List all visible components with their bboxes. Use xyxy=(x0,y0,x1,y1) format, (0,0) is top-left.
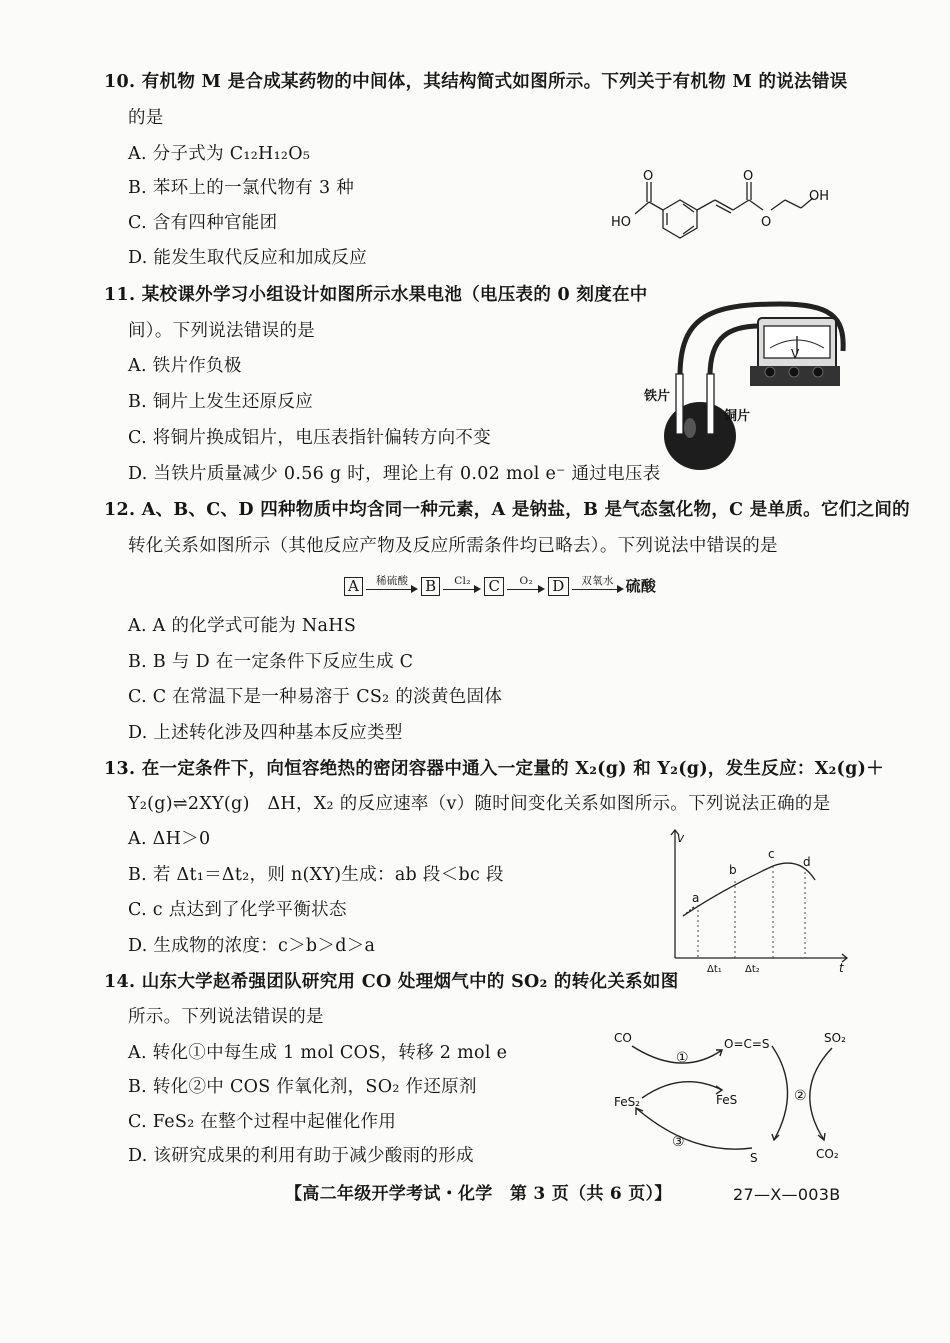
q13-x-axis-label: t xyxy=(839,961,844,975)
q14-option-d: D. 该研究成果的利用有助于减少酸雨的形成 xyxy=(128,1146,474,1166)
q12-chain-end: 硫酸 xyxy=(625,577,657,595)
q14-stem-line2: 所示。下列说法错误的是 xyxy=(128,1007,324,1027)
q12-stem-line1: 12. A、B、C、D 四种物质中均含同一种元素，A 是钠盐，B 是气态氢化物，C 是单质。它们之间的 xyxy=(104,500,910,520)
q11-option-c: C. 将铜片换成铝片，电压表指针偏转方向不变 xyxy=(128,428,491,448)
q11-option-a: A. 铁片作负极 xyxy=(128,356,242,376)
q10-option-c: C. 含有四种官能团 xyxy=(128,213,278,233)
q13-stem-line2: Y₂(g)⇌2XY(g) ΔH，X₂ 的反应速率（v）随时间变化关系如图所示。下列说法正确的是 xyxy=(128,794,831,814)
q14-fes: FeS xyxy=(716,1093,738,1107)
q12-arrow-1 xyxy=(366,575,418,595)
q10-struct-ho: HO xyxy=(611,215,632,230)
q13-option-a: A. ΔH＞0 xyxy=(128,829,211,849)
q12-option-a: A. A 的化学式可能为 NaHS xyxy=(128,616,357,636)
q12-chain-a: A xyxy=(344,577,363,596)
q14-cos: O=C=S xyxy=(724,1037,770,1051)
footer-page-title: 【高二年级开学考试・化学 第 3 页（共 6 页）】 xyxy=(285,1184,672,1204)
q13-stem-line1: 13. 在一定条件下，向恒容绝热的密闭容器中通入一定量的 X₂(g) 和 Y₂(g)，发生反应：X₂(g)＋ xyxy=(104,759,885,779)
q12-stem-line2: 转化关系如图所示（其他反应产物及反应所需条件均已略去）。下列说法中错误的是 xyxy=(128,536,778,556)
q12-option-b: B. B 与 D 在一定条件下反应生成 C xyxy=(128,652,414,672)
q10-structure-figure xyxy=(605,168,835,248)
q11-stem-line2: 间）。下列说法错误的是 xyxy=(128,321,316,341)
q10-struct-o1: O xyxy=(643,169,654,184)
q14-cycle-figure xyxy=(612,1028,862,1168)
q13-rate-graph xyxy=(665,826,855,976)
q14-co: CO xyxy=(614,1031,632,1045)
q12-chain-b: B xyxy=(421,577,440,596)
q14-step-3: ③ xyxy=(672,1134,685,1150)
q13-y-axis-label: v xyxy=(677,831,685,845)
q13-dt1-label: Δt₁ xyxy=(707,964,722,975)
q14-option-c: C. FeS₂ 在整个过程中起催化作用 xyxy=(128,1112,397,1132)
q11-iron-label: 铁片 xyxy=(644,389,671,404)
q13-option-c: C. c 点达到了化学平衡状态 xyxy=(128,900,347,920)
q10-struct-oh: OH xyxy=(809,189,830,204)
q14-co2: CO₂ xyxy=(816,1147,839,1161)
q14-fes2: FeS₂ xyxy=(614,1095,641,1109)
q14-s: S xyxy=(750,1151,758,1165)
q14-stem-line1: 14. 山东大学赵希强团队研究用 CO 处理烟气中的 SO₂ 的转化关系如图 xyxy=(104,972,679,992)
q13-option-d: D. 生成物的浓度：c＞b＞d＞a xyxy=(128,936,376,956)
q11-copper-label: 铜片 xyxy=(724,409,751,424)
q12-reagent-1: 稀硫酸 xyxy=(375,575,409,587)
q14-option-a: A. 转化①中每生成 1 mol COS，转移 2 mol e xyxy=(128,1043,508,1063)
q12-reagent-4: 双氧水 xyxy=(581,575,614,587)
q13-point-a: a xyxy=(692,891,700,905)
q11-option-d: D. 当铁片质量减少 0.56 g 时，理论上有 0.02 mol e⁻ 通过电压表 xyxy=(128,464,661,484)
q13-dt2-label: Δt₂ xyxy=(745,964,760,975)
q13-point-c: c xyxy=(768,847,775,861)
q13-option-b: B. 若 Δt₁＝Δt₂，则 n(XY)生成：ab 段＜bc 段 xyxy=(128,865,504,885)
q10-stem-line1: 10. 有机物 M 是合成某药物的中间体，其结构简式如图所示。下列关于有机物 M 的说法错误 xyxy=(104,72,848,92)
q10-option-d: D. 能发生取代反应和加成反应 xyxy=(128,248,368,268)
q11-voltmeter-label: V xyxy=(791,347,800,361)
q11-fruit-battery-figure xyxy=(640,296,860,486)
q12-arrow-4 xyxy=(572,575,624,595)
q10-struct-o2: O xyxy=(743,169,754,184)
q14-option-b: B. 转化②中 COS 作氧化剂，SO₂ 作还原剂 xyxy=(128,1077,477,1097)
q12-chain-c: C xyxy=(484,577,504,596)
q12-reagent-2: Cl₂ xyxy=(454,575,471,587)
q12-reagent-3: O₂ xyxy=(519,575,533,587)
q13-point-d: d xyxy=(803,855,811,869)
q12-arrow-2 xyxy=(443,575,481,595)
q10-stem-line2: 的是 xyxy=(128,108,164,128)
q13-point-b: b xyxy=(729,863,737,877)
q12-option-d: D. 上述转化涉及四种基本反应类型 xyxy=(128,723,403,743)
q12-option-c: C. C 在常温下是一种易溶于 CS₂ 的淡黄色固体 xyxy=(128,687,503,707)
q10-option-a: A. 分子式为 C₁₂H₁₂O₅ xyxy=(128,144,311,164)
q14-so2: SO₂ xyxy=(824,1031,846,1045)
q12-chain-d: D xyxy=(548,577,568,596)
footer-exam-code: 27—X—003B xyxy=(733,1185,841,1204)
q14-step-2: ② xyxy=(794,1088,807,1104)
q12-conversion-chain xyxy=(343,574,656,598)
q12-arrow-3 xyxy=(507,575,545,595)
q10-struct-o-ester: O xyxy=(761,215,772,230)
q11-stem-line1: 11. 某校课外学习小组设计如图所示水果电池（电压表的 0 刻度在中 xyxy=(104,285,648,305)
q14-step-1: ① xyxy=(676,1050,689,1066)
q10-option-b: B. 苯环上的一氯代物有 3 种 xyxy=(128,178,355,198)
q11-option-b: B. 铜片上发生还原反应 xyxy=(128,392,314,412)
